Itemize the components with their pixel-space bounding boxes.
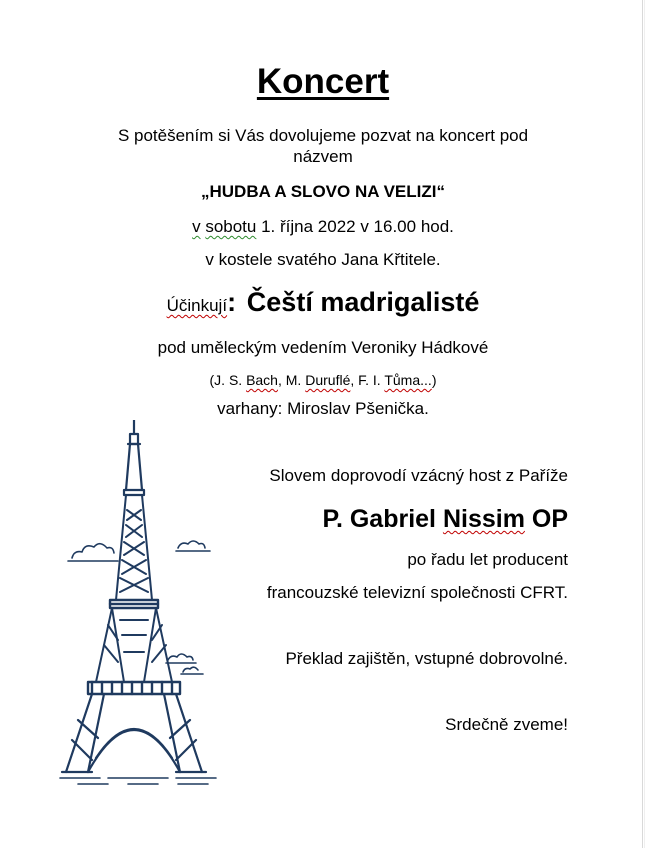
guest-name (323, 503, 569, 535)
guest-name-first: P. Gabriel (322, 505, 443, 533)
guest-role-2: francouzské televizní společnosti CFRT. (266, 583, 568, 602)
guest-intro: Slovem doprovodí vzácný host z Paříže (269, 466, 568, 485)
composers-sep-2: , F. I. (350, 372, 385, 388)
composers-close: ) (431, 372, 437, 388)
eiffel-tower-icon (58, 420, 238, 800)
concert-name: „HUDBA A SLOVO NA VELIZI“ (201, 182, 445, 201)
intro-line-2: názvem (293, 147, 353, 166)
composers-open: (J. S. (209, 372, 247, 388)
performers-label: Účinkují (166, 296, 228, 315)
composers-sep-1: , M. (277, 372, 306, 388)
guest-role-1: po řadu let producent (407, 550, 568, 569)
intro-line-1: S potěšením si Vás dovolujeme pozvat na koncert pod (117, 126, 529, 145)
performers-colon: : (227, 287, 237, 317)
composers (0, 370, 646, 390)
closing: Srdečně zveme! (445, 715, 568, 734)
date-day: sobotu (205, 217, 257, 236)
composer-bach: Bach (246, 372, 278, 388)
date-prefix: v (192, 217, 201, 236)
composer-durufle: Duruflé (305, 372, 351, 388)
organ: varhany: Miroslav Pšenička. (217, 399, 429, 418)
venue: v kostele svatého Jana Křtitele. (205, 250, 441, 269)
guest-name-suffix: OP (524, 505, 568, 533)
date-line (0, 217, 646, 237)
notice: Překlad zajištěn, vstupné dobrovolné. (285, 649, 568, 668)
conductor: pod uměleckým vedením Veroniky Hádkové (157, 338, 489, 357)
composer-tuma: Tůma... (384, 372, 432, 388)
guest-name-last: Nissim (442, 505, 525, 533)
date-rest: 1. října 2022 v 16.00 hod. (261, 217, 454, 236)
page-title: Koncert (256, 62, 390, 101)
performers-name: Čeští madrigalisté (246, 287, 480, 317)
performers-line (0, 286, 646, 320)
